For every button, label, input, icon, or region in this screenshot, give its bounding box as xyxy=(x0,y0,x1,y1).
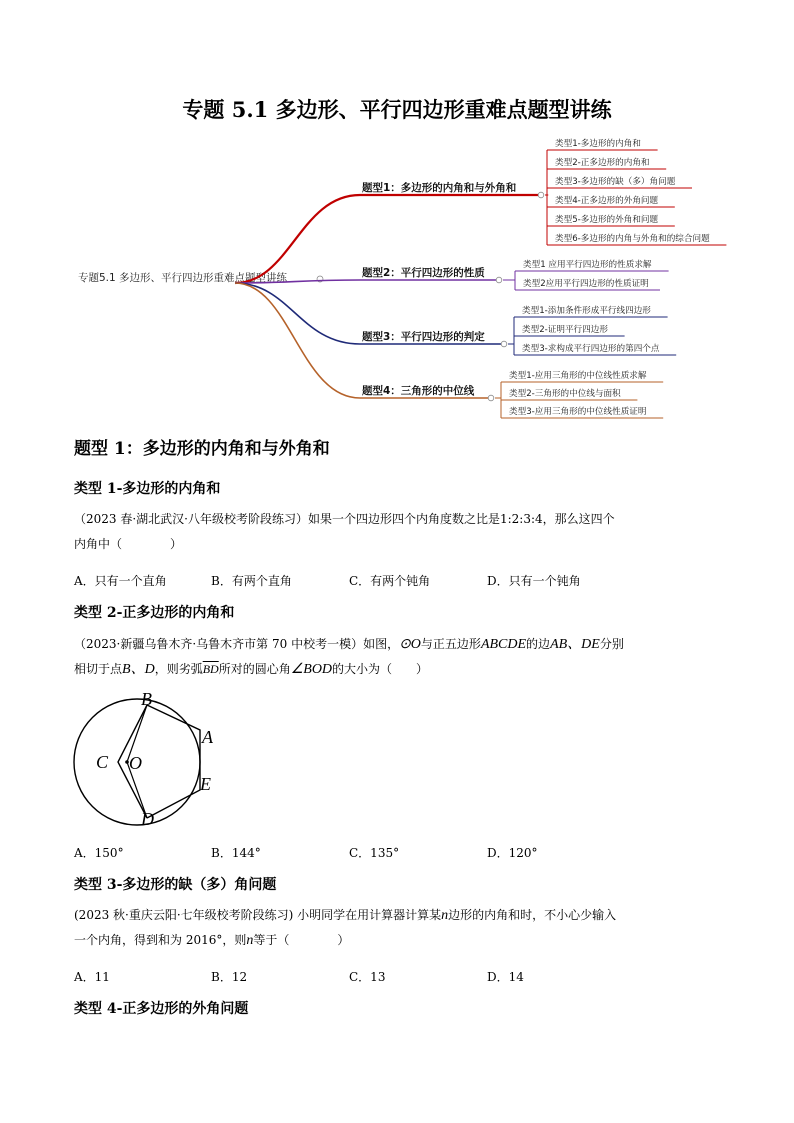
collapse-toggle-icon xyxy=(496,277,502,283)
section-heading: 题型 1：多边形的内角和与外角和 xyxy=(74,439,330,459)
label-a: A xyxy=(202,727,213,747)
q3-text xyxy=(74,903,722,953)
label-e: E xyxy=(200,774,211,794)
mindmap-leaf-label: 类型3-求构成平行四边形的第四个点 xyxy=(522,344,660,354)
q3-text-part: (2023 秋·重庆云阳·七年级校考阶段练习) 小明同学在用计算器计算某 xyxy=(74,908,442,922)
edges-label: AB、DE xyxy=(550,637,600,652)
q3-option-a: A．11 xyxy=(74,970,110,984)
var-n: n xyxy=(441,908,449,923)
q3-option-b: B．12 xyxy=(211,970,248,984)
mindmap-leaf-label: 类型3-多边形的缺（多）角问题 xyxy=(555,177,676,187)
collapse-toggle-icon xyxy=(488,395,494,401)
q1-option-c: C．有两个钝角 xyxy=(349,574,431,588)
label-b: B xyxy=(141,690,152,709)
label-d: D xyxy=(141,809,154,829)
label-o: O xyxy=(129,753,142,773)
q3-line1 xyxy=(74,903,722,928)
q2-text-part: ，则劣弧 xyxy=(154,662,203,676)
q2-text-part: （2023·新疆乌鲁木齐·乌鲁木齐市第 70 中校考一模）如图， xyxy=(74,637,400,651)
mindmap-branch-label: 题型4：三角形的中位线 xyxy=(362,385,475,397)
q3-option-d: D．14 xyxy=(487,970,524,984)
mindmap-branch-label: 题型1：多边形的内角和与外角和 xyxy=(362,182,517,194)
q2-option-c: C．135° xyxy=(349,846,400,860)
type1-heading: 类型 1-多边形的内角和 xyxy=(74,481,221,497)
q1-line2: 内角中（ ） xyxy=(74,537,183,551)
collapse-toggle-icon xyxy=(538,192,544,198)
q3-line2 xyxy=(74,928,722,953)
q3-text-part: 等于（ ） xyxy=(253,933,350,947)
q2-option-d: D．120° xyxy=(487,846,538,860)
mindmap-leaf-label: 类型3-应用三角形的中位线性质证明 xyxy=(509,407,647,417)
mindmap-root-label: 专题5.1 多边形、平行四边形重难点题型讲练 xyxy=(78,272,288,284)
mindmap-leaf-label: 类型2-三角形的中位线与面积 xyxy=(509,389,621,399)
var-n: n xyxy=(246,933,254,948)
mindmap-branch-label: 题型2：平行四边形的性质 xyxy=(362,267,485,279)
q2-line2 xyxy=(74,657,722,682)
mindmap-leaf-label: 类型2-正多边形的内角和 xyxy=(555,158,650,168)
angle-label: ∠BOD xyxy=(290,662,333,677)
q3-text-part: 边形的内角和时，不小心少输入 xyxy=(448,908,617,922)
q1-option-d: D．只有一个钝角 xyxy=(487,574,581,588)
circle-o-symbol: ⊙O xyxy=(399,637,421,652)
mindmap-leaf-label: 类型2应用平行四边形的性质证明 xyxy=(523,279,649,289)
q2-text-part: 的大小为（ ） xyxy=(332,662,429,676)
mindmap-leaf-label: 类型6-多边形的内角与外角和的综合问题 xyxy=(555,234,710,244)
type3-heading: 类型 3-多边形的缺（多）角问题 xyxy=(74,877,277,893)
circle-pentagon-figure xyxy=(62,690,242,835)
type4-heading: 类型 4-正多边形的外角问题 xyxy=(74,1001,249,1017)
q2-line1 xyxy=(74,632,722,657)
pentagon-edges xyxy=(147,705,200,818)
mindmap-leaf-label: 类型1 应用平行四边形的性质求解 xyxy=(523,260,652,270)
type2-heading: 类型 2-正多边形的内角和 xyxy=(74,605,235,621)
mindmap-diagram xyxy=(0,130,794,430)
mindmap-leaf-label: 类型1-应用三角形的中位线性质求解 xyxy=(509,371,647,381)
q3-option-c: C．13 xyxy=(349,970,386,984)
q2-option-b: B．144° xyxy=(211,846,261,860)
q2-text-part: 分别 xyxy=(599,637,624,651)
label-c: C xyxy=(96,752,109,772)
mindmap-leaf-label: 类型1-添加条件形成平行线四边形 xyxy=(522,306,651,316)
mindmap-leaf-label: 类型2-证明平行四边形 xyxy=(522,325,608,335)
q2-text-part: 与正五边形 xyxy=(420,637,481,651)
q1-option-a: A．只有一个直角 xyxy=(74,574,167,588)
q2-text-part: 的边 xyxy=(526,637,551,651)
mindmap-leaf-label: 类型4-正多边形的外角问题 xyxy=(555,196,659,206)
mindmap-branch-label: 题型3：平行四边形的判定 xyxy=(362,331,485,343)
q2-text xyxy=(74,632,722,682)
q1-text xyxy=(74,507,722,557)
q2-text-part: 相切于点 xyxy=(74,662,123,676)
q1-line1: （2023 春·湖北武汉·八年级校考阶段练习）如果一个四边形四个内角度数之比是1:2:3:4，那么这四个 xyxy=(74,512,615,526)
points-label: B、D xyxy=(122,662,155,677)
pentagon-label: ABCDE xyxy=(480,637,527,652)
mindmap-leaf-label: 类型1-多边形的内角和 xyxy=(555,139,641,149)
q2-option-a: A．150° xyxy=(74,846,124,860)
q1-option-b: B．有两个直角 xyxy=(211,574,292,588)
q2-text-part: 所对的圆心角 xyxy=(218,662,291,676)
mindmap-leaf-label: 类型5-多边形的外角和问题 xyxy=(555,215,659,225)
q3-text-part: 一个内角，得到和为 2016°，则 xyxy=(74,933,247,947)
collapse-toggle-icon xyxy=(501,341,507,347)
page-title: 专题 5.1 多边形、平行四边形重难点题型讲练 xyxy=(182,97,612,122)
arc-label: $\overline{BD}$ xyxy=(202,662,219,676)
